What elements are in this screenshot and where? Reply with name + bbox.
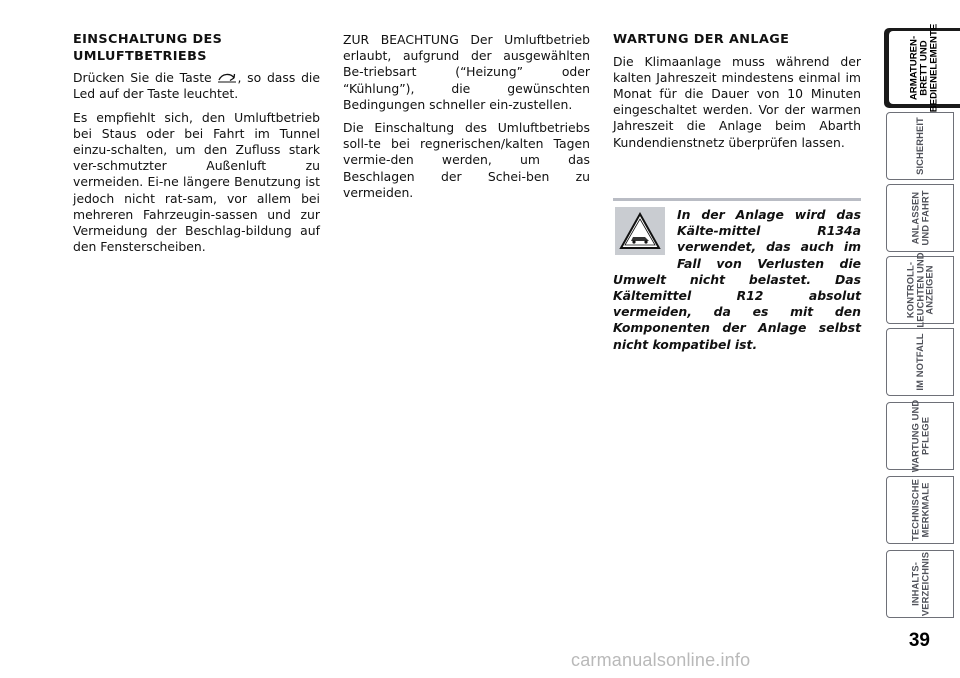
tab-label: SICHERHEIT [914, 117, 926, 175]
heading-line-2: UMLUFTBETRIEBS [73, 48, 207, 64]
paragraph-recommendation: Es empfiehlt sich, den Umluftbetrieb bei Staus oder bei Fahrt im Tunnel einzu-schalten, um den Zufluss stark ver-schmutzter Außenluft zu vermeiden. Ei-ne längere Benutzung ist jedoch nicht rat-sam, vor allem bei mehreren Fahrzeugin-sassen und zur Vermeidung der Beschlag-bildung auf den Fensterscheiben. [73, 109, 320, 255]
tab-label: ANLASSEN UND FAHRT [909, 190, 930, 246]
tab-im-notfall[interactable] [886, 328, 954, 396]
text-before-icon: Drücken Sie die Taste [73, 70, 212, 86]
tab-label: IM NOTFALL [914, 333, 926, 391]
tab-label: TECHNISCHE MERKMALE [909, 479, 930, 541]
tab-wartung[interactable] [886, 399, 954, 473]
tab-label: INHALTS- VERZEICHNIS [909, 551, 930, 617]
paragraph-note: ZUR BEACHTUNG Der Umluftbetrieb erlaubt, aufgrund der ausgewählten Be-triebsart (“Heizung” oder “Kühlung”), die gewünschten Bedingungen schneller ein-zustellen. [343, 32, 590, 112]
tab-sicherheit[interactable] [886, 112, 954, 180]
tab-inhaltsverzeichnis[interactable] [886, 550, 954, 618]
tab-label-armaturenbrett: ARMATUREN- BRETT UND BEDIENELEMENTE [908, 23, 939, 113]
text-after-icon: , so dass die Led auf der Taste leuchtet. [73, 70, 320, 102]
heading-line-1: EINSCHALTUNG DES [73, 32, 223, 47]
section-heading-wartung: WARTUNG DER ANLAGE [613, 32, 790, 47]
tab-anlassen[interactable] [886, 184, 954, 252]
tab-technische-merkmale[interactable] [886, 476, 954, 544]
warning-box [613, 207, 861, 353]
paragraph-avoid-rainy: Die Einschaltung des Umluftbetriebs soll-te bei regnerischen/kalten Tagen vermie-den werden, um das Beschlagen der Schei-ben zu vermeiden. [343, 120, 590, 200]
warning-triangle-car-icon [615, 207, 665, 255]
tab-kontrollleuchten[interactable] [886, 252, 954, 328]
watermark: carmanualsonline.info [571, 650, 751, 670]
paragraph-press-button [73, 70, 320, 102]
tab-label: KONTROLL- LEUCHTEN UND ANZEIGEN [904, 252, 935, 328]
column-right [613, 32, 861, 158]
tab-label: WARTUNG UND PFLEGE [909, 399, 930, 473]
section-heading-umluft [73, 32, 320, 65]
column-left [73, 32, 320, 262]
column-middle [343, 32, 590, 208]
page-number: 39 [908, 630, 930, 651]
warning-text: In der Anlage wird das Kälte-mittel R134a verwendet, das auch im Fall von Verlusten die Umwelt nicht belastet. Das Kältemittel R12 absolut vermeiden, da es mit den Komponenten der Anlage selbst nicht kompatibel ist. [613, 207, 861, 352]
recirculation-icon [217, 71, 237, 82]
warning-divider [613, 198, 861, 201]
paragraph-maintenance: Die Klimaanlage muss während der kalten Jahreszeit mindestens einmal im Monat für die Dauer von 10 Minuten eingeschaltet werden. Vor der warmen Jahreszeit die Anlage beim Abarth Kundendienstnetz überprüfen lassen. [613, 53, 861, 150]
